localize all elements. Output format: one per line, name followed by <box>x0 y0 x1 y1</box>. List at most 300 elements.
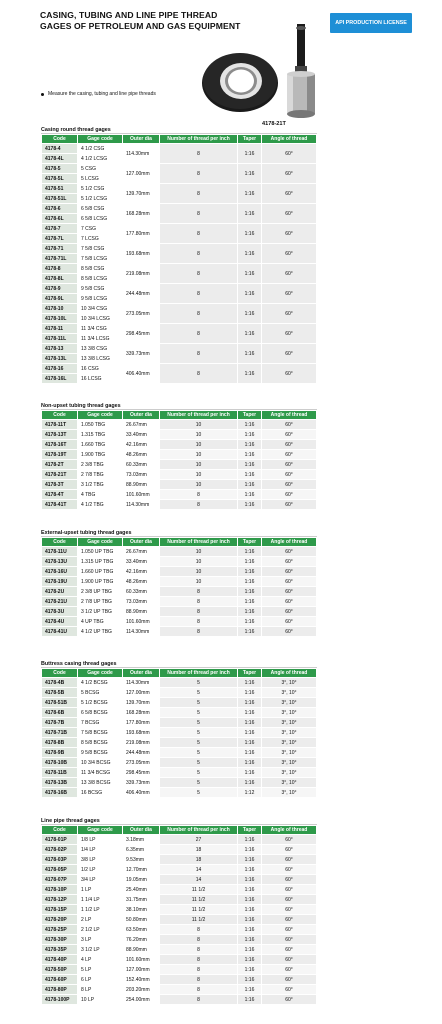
taper-cell: 1:16 <box>238 708 262 718</box>
title-line-1: CASING, TUBING AND LINE PIPE THREAD <box>40 10 218 20</box>
thread-count-cell: 5 <box>160 698 238 708</box>
thread-count-cell: 8 <box>160 164 238 184</box>
angle-cell: 60° <box>262 324 317 344</box>
angle-cell: 60° <box>262 885 317 895</box>
table-row <box>42 480 317 490</box>
code-cell: 4178-11L <box>42 334 78 344</box>
angle-cell: 3°, 10° <box>262 728 317 738</box>
code-cell: 4178-50P <box>42 965 78 975</box>
code-cell: 4178-2U <box>42 587 78 597</box>
code-cell: 4178-16L <box>42 374 78 384</box>
outer-dia-cell: 127.00mm <box>123 164 160 184</box>
code-cell: 4178-13U <box>42 557 78 567</box>
gage-code-cell: 7 LCSG <box>78 234 123 244</box>
outer-dia-cell: 114.30mm <box>123 678 160 688</box>
table-row <box>42 925 317 935</box>
code-cell: 4178-05P <box>42 865 78 875</box>
code-cell: 4178-71L <box>42 254 78 264</box>
code-cell: 4178-13 <box>42 344 78 354</box>
thread-count-cell: 10 <box>160 420 238 430</box>
gage-code-cell: 7 5/8 CSG <box>78 244 123 254</box>
gage-code-cell: 7 5/8 BCSG <box>78 728 123 738</box>
code-cell: 4178-51 <box>42 184 78 194</box>
outer-dia-cell: 139.70mm <box>123 184 160 204</box>
table-row <box>42 577 317 587</box>
table-row <box>42 738 317 748</box>
outer-dia-cell: 26.67mm <box>123 547 160 557</box>
taper-cell: 1:16 <box>238 364 262 384</box>
taper-cell: 1:16 <box>238 905 262 915</box>
thread-count-cell: 10 <box>160 480 238 490</box>
angle-cell: 60° <box>262 284 317 304</box>
code-cell: 4178-8 <box>42 264 78 274</box>
code-cell: 4178-3T <box>42 480 78 490</box>
gage-code-cell: 8 5/8 LCSG <box>78 274 123 284</box>
buttress-section <box>41 660 317 798</box>
table-row <box>42 557 317 567</box>
gage-code-cell: 1.660 UP TBG <box>78 567 123 577</box>
thread-count-cell: 10 <box>160 547 238 557</box>
col-header-code: Code <box>42 135 78 144</box>
angle-cell: 60° <box>262 855 317 865</box>
outer-dia-cell: 42.16mm <box>123 440 160 450</box>
code-cell: 4178-6L <box>42 214 78 224</box>
gage-code-cell: 5 LP <box>78 965 123 975</box>
outer-dia-cell: 339.73mm <box>123 344 160 364</box>
taper-cell: 1:16 <box>238 975 262 985</box>
thread-count-cell: 18 <box>160 845 238 855</box>
angle-cell: 60° <box>262 480 317 490</box>
taper-cell: 1:16 <box>238 460 262 470</box>
col-header-gage-code: Gage code <box>78 826 123 835</box>
gage-code-cell: 6 LP <box>78 975 123 985</box>
gage-code-cell: 8 5/8 CSG <box>78 264 123 274</box>
outer-dia-cell: 88.90mm <box>123 480 160 490</box>
ring-gage-image <box>200 50 280 114</box>
angle-cell: 60° <box>262 164 317 184</box>
gage-code-cell: 1.050 UP TBG <box>78 547 123 557</box>
taper-cell: 1:16 <box>238 304 262 324</box>
section-title: Buttress casing thread gages <box>41 660 317 668</box>
table-row <box>42 450 317 460</box>
code-cell: 4178-19T <box>42 450 78 460</box>
angle-cell: 60° <box>262 627 317 637</box>
table-row <box>42 865 317 875</box>
code-cell: 4178-16 <box>42 364 78 374</box>
angle-cell: 60° <box>262 344 317 364</box>
outer-dia-cell: 63.50mm <box>123 925 160 935</box>
taper-cell: 1:16 <box>238 778 262 788</box>
code-cell: 4178-11 <box>42 324 78 334</box>
gage-code-cell: 13 3/8 CSG <box>78 344 123 354</box>
code-cell: 4178-6B <box>42 708 78 718</box>
taper-cell: 1:16 <box>238 965 262 975</box>
code-cell: 4178-03P <box>42 855 78 865</box>
outer-dia-cell: 219.08mm <box>123 264 160 284</box>
outer-dia-cell: 88.90mm <box>123 607 160 617</box>
col-header-gage-code: Gage code <box>78 135 123 144</box>
code-cell: 4178-80P <box>42 985 78 995</box>
outer-dia-cell: 168.28mm <box>123 204 160 224</box>
table-row <box>42 955 317 965</box>
gage-code-cell: 7 BCSG <box>78 718 123 728</box>
col-header-code: Code <box>42 826 78 835</box>
code-cell: 4178-71 <box>42 244 78 254</box>
gage-code-cell: 13 3/8 BCSG <box>78 778 123 788</box>
angle-cell: 60° <box>262 945 317 955</box>
angle-cell: 60° <box>262 224 317 244</box>
thread-count-cell: 8 <box>160 490 238 500</box>
taper-cell: 1:16 <box>238 440 262 450</box>
gage-code-cell: 7 5/8 LCSG <box>78 254 123 264</box>
outer-dia-cell: 203.20mm <box>123 985 160 995</box>
line-pipe-table <box>41 825 317 1005</box>
gage-code-cell: 8 5/8 BCSG <box>78 738 123 748</box>
thread-count-cell: 8 <box>160 985 238 995</box>
code-cell: 4178-13T <box>42 430 78 440</box>
angle-cell: 60° <box>262 925 317 935</box>
table-row <box>42 500 317 510</box>
thread-count-cell: 5 <box>160 738 238 748</box>
col-header-outer-dia: Outer dia <box>123 538 160 547</box>
angle-cell: 60° <box>262 304 317 324</box>
outer-dia-cell: 139.70mm <box>123 698 160 708</box>
code-cell: 4178-21U <box>42 597 78 607</box>
outer-dia-cell: 152.40mm <box>123 975 160 985</box>
gage-code-cell: 2 1/2 LP <box>78 925 123 935</box>
col-header-taper: Taper <box>238 135 262 144</box>
taper-cell: 1:16 <box>238 855 262 865</box>
taper-cell: 1:16 <box>238 678 262 688</box>
angle-cell: 60° <box>262 617 317 627</box>
outer-dia-cell: 254.00mm <box>123 995 160 1005</box>
thread-count-cell: 18 <box>160 855 238 865</box>
taper-cell: 1:16 <box>238 567 262 577</box>
angle-cell: 3°, 10° <box>262 778 317 788</box>
col-header-threads: Number of thread per inch <box>160 411 238 420</box>
thread-count-cell: 11 1/2 <box>160 915 238 925</box>
col-header-code: Code <box>42 669 78 678</box>
table-row <box>42 975 317 985</box>
angle-cell: 3°, 10° <box>262 678 317 688</box>
angle-cell: 60° <box>262 975 317 985</box>
section-title: External-upset tubing thread gages <box>41 529 317 537</box>
non-upset-table <box>41 410 317 510</box>
gage-code-cell: 4 1/2 BCSG <box>78 678 123 688</box>
thread-count-cell: 11 1/2 <box>160 885 238 895</box>
gage-code-cell: 1 LP <box>78 885 123 895</box>
model-label: 4178-21T <box>262 121 286 127</box>
outer-dia-cell: 3.18mm <box>123 835 160 845</box>
code-cell: 4178-7 <box>42 224 78 234</box>
thread-count-cell: 8 <box>160 955 238 965</box>
outer-dia-cell: 406.40mm <box>123 788 160 798</box>
code-cell: 4178-19U <box>42 577 78 587</box>
gage-code-cell: 2 7/8 UP TBG <box>78 597 123 607</box>
thread-count-cell: 8 <box>160 995 238 1005</box>
angle-cell: 60° <box>262 835 317 845</box>
table-row <box>42 965 317 975</box>
table-row <box>42 324 317 334</box>
gage-code-cell: 1/4 LP <box>78 845 123 855</box>
taper-cell: 1:16 <box>238 184 262 204</box>
line-pipe-section <box>41 817 317 1005</box>
code-cell: 4178-3U <box>42 607 78 617</box>
col-header-code: Code <box>42 538 78 547</box>
col-header-angle: Angle of thread <box>262 135 317 144</box>
col-header-taper: Taper <box>238 411 262 420</box>
taper-cell: 1:16 <box>238 450 262 460</box>
table-row <box>42 144 317 154</box>
thread-count-cell: 5 <box>160 788 238 798</box>
thread-count-cell: 8 <box>160 587 238 597</box>
outer-dia-cell: 298.45mm <box>123 768 160 778</box>
outer-dia-cell: 73.03mm <box>123 597 160 607</box>
angle-cell: 60° <box>262 955 317 965</box>
table-row <box>42 758 317 768</box>
angle-cell: 60° <box>262 264 317 284</box>
casing-round-table <box>41 134 317 384</box>
angle-cell: 60° <box>262 430 317 440</box>
thread-count-cell: 5 <box>160 758 238 768</box>
table-row <box>42 607 317 617</box>
taper-cell: 1:16 <box>238 698 262 708</box>
gage-code-cell: 16 LCSG <box>78 374 123 384</box>
code-cell: 4178-02P <box>42 845 78 855</box>
table-row <box>42 945 317 955</box>
gage-code-cell: 3 1/2 TBG <box>78 480 123 490</box>
taper-cell: 1:16 <box>238 470 262 480</box>
angle-cell: 60° <box>262 420 317 430</box>
thread-count-cell: 10 <box>160 567 238 577</box>
table-row <box>42 895 317 905</box>
code-cell: 4178-9L <box>42 294 78 304</box>
thread-count-cell: 27 <box>160 835 238 845</box>
feature-bullet <box>41 91 156 97</box>
table-row <box>42 244 317 254</box>
angle-cell: 3°, 10° <box>262 688 317 698</box>
code-cell: 4178-11U <box>42 547 78 557</box>
angle-cell: 60° <box>262 460 317 470</box>
col-header-taper: Taper <box>238 538 262 547</box>
outer-dia-cell: 19.05mm <box>123 875 160 885</box>
angle-cell: 60° <box>262 995 317 1005</box>
table-row <box>42 748 317 758</box>
page-title <box>40 10 300 32</box>
col-header-angle: Angle of thread <box>262 538 317 547</box>
outer-dia-cell: 33.40mm <box>123 557 160 567</box>
gage-code-cell: 5 1/2 LCSG <box>78 194 123 204</box>
angle-cell: 60° <box>262 500 317 510</box>
gage-code-cell: 9 5/8 CSG <box>78 284 123 294</box>
thread-count-cell: 14 <box>160 875 238 885</box>
taper-cell: 1:16 <box>238 845 262 855</box>
thread-count-cell: 8 <box>160 204 238 224</box>
table-row <box>42 587 317 597</box>
angle-cell: 3°, 10° <box>262 698 317 708</box>
code-cell: 4178-5L <box>42 174 78 184</box>
gage-code-cell: 5 1/2 CSG <box>78 184 123 194</box>
angle-cell: 60° <box>262 845 317 855</box>
angle-cell: 60° <box>262 364 317 384</box>
table-row <box>42 617 317 627</box>
col-header-threads: Number of thread per inch <box>160 826 238 835</box>
taper-cell: 1:16 <box>238 597 262 607</box>
code-cell: 4178-11B <box>42 768 78 778</box>
angle-cell: 60° <box>262 875 317 885</box>
thread-count-cell: 8 <box>160 627 238 637</box>
taper-cell: 1:16 <box>238 945 262 955</box>
gage-code-cell: 4 LP <box>78 955 123 965</box>
taper-cell: 1:16 <box>238 875 262 885</box>
angle-cell: 60° <box>262 204 317 224</box>
code-cell: 4178-71B <box>42 728 78 738</box>
col-header-gage-code: Gage code <box>78 669 123 678</box>
table-row <box>42 728 317 738</box>
table-row <box>42 284 317 294</box>
taper-cell: 1:16 <box>238 144 262 164</box>
gage-code-cell: 1.900 UP TBG <box>78 577 123 587</box>
gage-code-cell: 6 5/8 LCSG <box>78 214 123 224</box>
api-license-badge[interactable]: API PRODUCTION LICENSE <box>330 13 412 33</box>
gage-code-cell: 3/4 LP <box>78 875 123 885</box>
feature-text: Measure the casing, tubing and line pipe threads <box>48 91 156 97</box>
table-row <box>42 440 317 450</box>
col-header-gage-code: Gage code <box>78 411 123 420</box>
code-cell: 4178-8B <box>42 738 78 748</box>
taper-cell: 1:16 <box>238 480 262 490</box>
taper-cell: 1:16 <box>238 728 262 738</box>
angle-cell: 3°, 10° <box>262 718 317 728</box>
table-row <box>42 184 317 194</box>
outer-dia-cell: 273.05mm <box>123 304 160 324</box>
taper-cell: 1:16 <box>238 547 262 557</box>
outer-dia-cell: 101.60mm <box>123 490 160 500</box>
code-cell: 4178-41U <box>42 627 78 637</box>
table-row <box>42 470 317 480</box>
col-header-threads: Number of thread per inch <box>160 538 238 547</box>
outer-dia-cell: 127.00mm <box>123 965 160 975</box>
table-row <box>42 364 317 374</box>
code-cell: 4178-30P <box>42 935 78 945</box>
thread-count-cell: 8 <box>160 617 238 627</box>
taper-cell: 1:16 <box>238 748 262 758</box>
thread-count-cell: 8 <box>160 284 238 304</box>
bullet-dot-icon <box>41 93 44 96</box>
code-cell: 4178-10B <box>42 758 78 768</box>
angle-cell: 60° <box>262 557 317 567</box>
thread-count-cell: 8 <box>160 945 238 955</box>
outer-dia-cell: 50.80mm <box>123 915 160 925</box>
gage-code-cell: 10 3/4 BCSG <box>78 758 123 768</box>
taper-cell: 1:16 <box>238 430 262 440</box>
angle-cell: 3°, 10° <box>262 758 317 768</box>
outer-dia-cell: 9.53mm <box>123 855 160 865</box>
outer-dia-cell: 31.75mm <box>123 895 160 905</box>
outer-dia-cell: 406.40mm <box>123 364 160 384</box>
col-header-gage-code: Gage code <box>78 538 123 547</box>
angle-cell: 3°, 10° <box>262 788 317 798</box>
gage-code-cell: 11 3/4 BCSG <box>78 768 123 778</box>
code-cell: 4178-11T <box>42 420 78 430</box>
outer-dia-cell: 12.70mm <box>123 865 160 875</box>
thread-count-cell: 5 <box>160 748 238 758</box>
table-row <box>42 304 317 314</box>
code-cell: 4178-20P <box>42 915 78 925</box>
plug-gage-image <box>283 22 319 122</box>
gage-code-cell: 2 3/8 UP TBG <box>78 587 123 597</box>
buttress-table <box>41 668 317 798</box>
thread-count-cell: 10 <box>160 430 238 440</box>
outer-dia-cell: 244.48mm <box>123 284 160 304</box>
gage-code-cell: 11 3/4 CSG <box>78 324 123 334</box>
gage-code-cell: 4 1/2 LCSG <box>78 154 123 164</box>
col-header-threads: Number of thread per inch <box>160 669 238 678</box>
taper-cell: 1:16 <box>238 204 262 224</box>
thread-count-cell: 14 <box>160 865 238 875</box>
taper-cell: 1:16 <box>238 244 262 264</box>
outer-dia-cell: 60.33mm <box>123 460 160 470</box>
taper-cell: 1:16 <box>238 718 262 728</box>
thread-count-cell: 8 <box>160 925 238 935</box>
thread-count-cell: 8 <box>160 184 238 204</box>
taper-cell: 1:16 <box>238 557 262 567</box>
table-row <box>42 718 317 728</box>
table-row <box>42 490 317 500</box>
table-row <box>42 204 317 214</box>
outer-dia-cell: 25.40mm <box>123 885 160 895</box>
gage-code-cell: 10 LP <box>78 995 123 1005</box>
gage-code-cell: 1.315 UP TBG <box>78 557 123 567</box>
outer-dia-cell: 114.30mm <box>123 500 160 510</box>
taper-cell: 1:16 <box>238 607 262 617</box>
angle-cell: 60° <box>262 547 317 557</box>
thread-count-cell: 5 <box>160 678 238 688</box>
section-title: Casing round thread gages <box>41 126 317 134</box>
taper-cell: 1:16 <box>238 264 262 284</box>
angle-cell: 60° <box>262 607 317 617</box>
code-cell: 4178-2T <box>42 460 78 470</box>
code-cell: 4178-4L <box>42 154 78 164</box>
table-row <box>42 768 317 778</box>
col-header-angle: Angle of thread <box>262 826 317 835</box>
table-row <box>42 995 317 1005</box>
table-row <box>42 627 317 637</box>
angle-cell: 60° <box>262 587 317 597</box>
gage-code-cell: 5 LCSG <box>78 174 123 184</box>
angle-cell: 3°, 10° <box>262 738 317 748</box>
taper-cell: 1:16 <box>238 895 262 905</box>
code-cell: 4178-100P <box>42 995 78 1005</box>
gage-code-cell: 3 1/2 LP <box>78 945 123 955</box>
taper-cell: 1:16 <box>238 985 262 995</box>
code-cell: 4178-40P <box>42 955 78 965</box>
angle-cell: 60° <box>262 905 317 915</box>
gage-code-cell: 3 LP <box>78 935 123 945</box>
gage-code-cell: 1 1/4 LP <box>78 895 123 905</box>
outer-dia-cell: 48.26mm <box>123 577 160 587</box>
taper-cell: 1:16 <box>238 768 262 778</box>
gage-code-cell: 8 LP <box>78 985 123 995</box>
col-header-angle: Angle of thread <box>262 669 317 678</box>
table-row <box>42 460 317 470</box>
thread-count-cell: 11 1/2 <box>160 905 238 915</box>
gage-code-cell: 3/8 LP <box>78 855 123 865</box>
gage-code-cell: 1 1/2 LP <box>78 905 123 915</box>
gage-code-cell: 10 3/4 LCSG <box>78 314 123 324</box>
thread-count-cell: 8 <box>160 935 238 945</box>
gage-code-cell: 4 1/2 UP TBG <box>78 627 123 637</box>
